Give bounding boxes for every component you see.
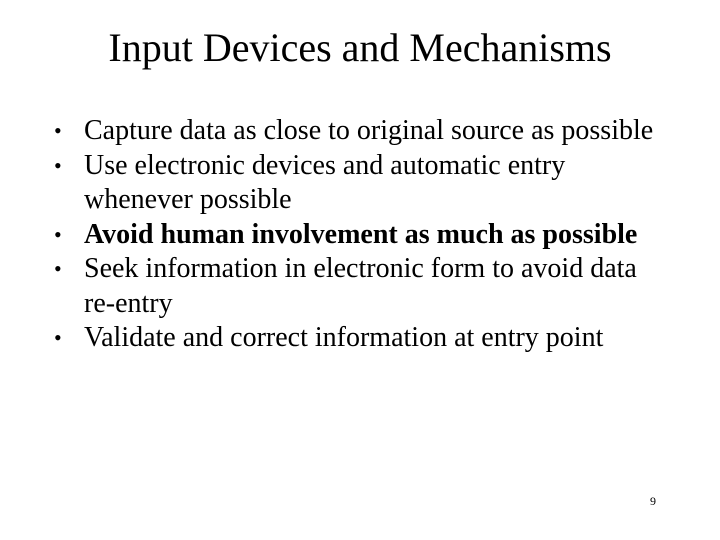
bullet-text: Capture data as close to original source as possible [84, 115, 654, 146]
bullet-icon: • [54, 325, 62, 350]
bullet-item-5 [54, 321, 674, 356]
bullet-item-1 [54, 114, 674, 149]
bullet-text: Seek information in electronic form to avoid data re-entry [84, 253, 637, 319]
bullet-icon: • [54, 221, 62, 247]
bullet-icon: • [54, 118, 62, 143]
bullet-item-3 [54, 218, 674, 253]
slide-title: Input Devices and Mechanisms [108, 25, 612, 70]
bullet-icon: • [54, 152, 62, 178]
bullet-text: Use electronic devices and automatic entry whenever possible [84, 149, 566, 215]
slide-number: 9 [650, 494, 656, 508]
bullet-list [54, 114, 674, 356]
bullet-item-2 [54, 149, 674, 218]
bullet-text: Validate and correct information at entry point [84, 322, 604, 353]
bullet-item-4 [54, 252, 674, 321]
bullet-icon: • [54, 256, 62, 281]
bullet-text: Avoid human involvement as much as possible [84, 218, 638, 250]
